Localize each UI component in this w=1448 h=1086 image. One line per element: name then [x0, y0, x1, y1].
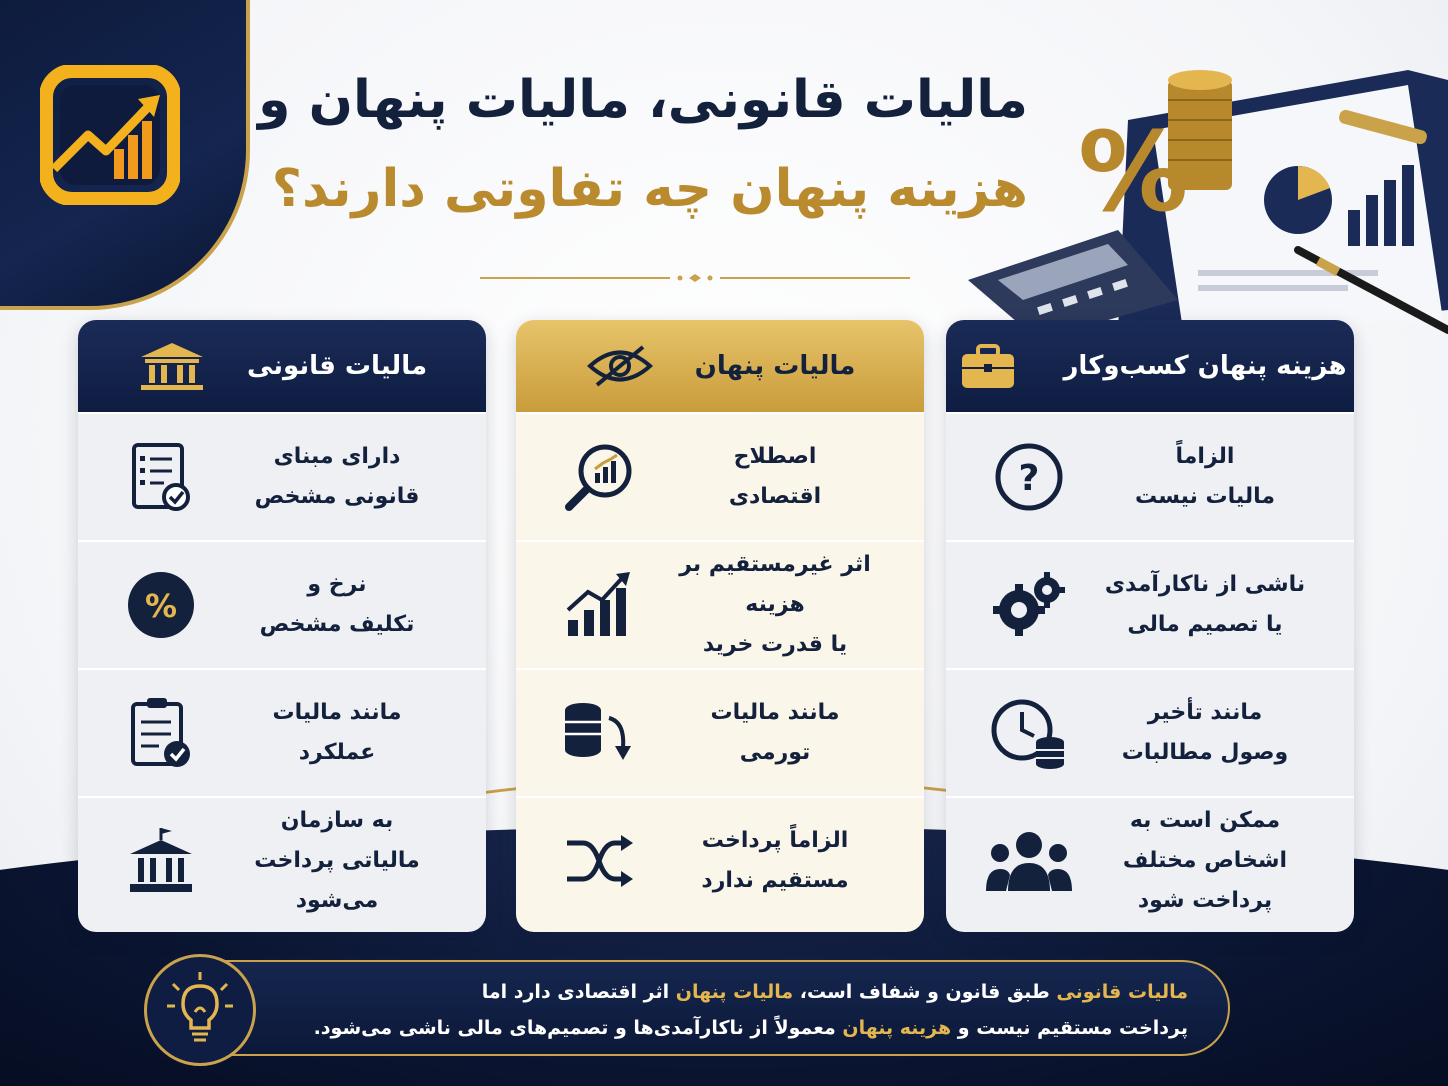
row-line: مانند تأخیر	[1147, 700, 1263, 725]
eye-slash-icon	[585, 339, 655, 393]
row-line: اشخاص مختلف	[1122, 848, 1288, 873]
clock-coins-icon	[974, 688, 1084, 778]
summary-fragment: اثر اقتصادی دارد اما	[481, 981, 676, 1003]
hidden-tax-row	[516, 668, 924, 796]
hidden-cost-row	[946, 540, 1354, 668]
hidden-tax-row	[516, 796, 924, 924]
summary-text	[272, 974, 1188, 1046]
brand-logo-icon	[40, 65, 180, 205]
highlight-hidden-cost: هزینه پنهان	[842, 1017, 952, 1039]
row-line: دارای مبنای	[273, 444, 401, 469]
legal-tax-header-label: مالیات قانونی	[246, 351, 428, 381]
legal-tax-column	[78, 320, 486, 932]
briefcase-icon	[953, 339, 1023, 393]
magnifier-chart-icon	[544, 432, 654, 522]
hidden-cost-header	[946, 320, 1354, 412]
summary-fragment: معمولاً از ناکارآمدی‌ها و تصمیم‌های مالی ناشی می‌شود.	[313, 1017, 843, 1039]
highlight-legal-tax: مالیات قانونی	[1056, 981, 1188, 1003]
tax-office-building-icon	[106, 816, 216, 906]
percent-circle-icon	[106, 560, 216, 650]
row-line: مستقیم ندارد	[701, 868, 849, 893]
clipboard-check-icon	[106, 688, 216, 778]
row-line: اثر غیرمستقیم بر هزینه	[679, 552, 871, 617]
legal-tax-header	[78, 320, 486, 412]
row-line: عملکرد	[298, 740, 376, 765]
summary-fragment: پرداخت مستقیم نیست و	[951, 1017, 1188, 1039]
lightbulb-icon	[144, 954, 256, 1066]
people-group-icon	[974, 816, 1084, 906]
hidden-tax-row	[516, 412, 924, 540]
hidden-cost-row	[946, 668, 1354, 796]
row-line: تکلیف مشخص	[259, 612, 415, 637]
question-circle-icon	[974, 432, 1084, 522]
summary-line-2	[272, 1010, 1188, 1046]
legal-tax-row	[78, 540, 486, 668]
ornamental-divider	[480, 274, 910, 282]
hidden-cost-header-label: هزینه پنهان کسب‌وکار	[1063, 351, 1347, 381]
row-line: پرداخت شود	[1137, 888, 1273, 913]
legal-tax-row	[78, 796, 486, 924]
hidden-tax-header-label: مالیات پنهان	[694, 351, 856, 381]
legal-tax-row	[78, 412, 486, 540]
row-line: مانند مالیات	[710, 700, 840, 725]
svg-text:%: %	[144, 587, 178, 625]
row-line: یا تصمیم مالی	[1127, 612, 1283, 637]
row-line: ناشی از ناکارآمدی	[1104, 572, 1306, 597]
title-line-1: مالیات قانونی، مالیات پنهان و	[258, 70, 1028, 130]
hidden-cost-column	[946, 320, 1354, 932]
row-line: اقتصادی	[728, 484, 822, 509]
shuffle-arrows-icon	[544, 816, 654, 906]
row-line: مالیاتی پرداخت می‌شود	[254, 848, 420, 913]
coins-down-arrow-icon	[544, 688, 654, 778]
hidden-tax-header	[516, 320, 924, 412]
row-line: وصول مطالبات	[1121, 740, 1289, 765]
row-line: یا قدرت خرید	[702, 632, 848, 657]
hidden-cost-row	[946, 412, 1354, 540]
finance-desk-illustration	[968, 60, 1448, 340]
summary-line-1	[272, 974, 1188, 1010]
row-line: اصطلاح	[733, 444, 817, 469]
hidden-cost-row	[946, 796, 1354, 924]
row-line: ممکن است به	[1129, 808, 1281, 833]
summary-banner	[150, 960, 1230, 1056]
hidden-tax-row	[516, 540, 924, 668]
row-line: الزاماً پرداخت	[701, 828, 849, 853]
hidden-tax-column	[516, 320, 924, 932]
row-line: تورمی	[739, 740, 811, 765]
legal-tax-row	[78, 668, 486, 796]
gears-icon	[974, 560, 1084, 650]
highlight-hidden-tax: مالیات پنهان	[675, 981, 794, 1003]
title-line-2: هزینه پنهان چه تفاوتی دارند؟	[271, 159, 1028, 219]
row-line: الزاماً	[1175, 444, 1235, 469]
svg-text:%: %	[1078, 108, 1189, 236]
svg-text:?: ?	[1018, 458, 1040, 499]
row-line: مالیات نیست	[1134, 484, 1276, 509]
page-title	[228, 68, 1028, 224]
row-line: قانونی مشخص	[254, 484, 420, 509]
government-building-icon	[137, 339, 207, 393]
row-line: نرخ و	[307, 572, 367, 597]
row-line: مانند مالیات	[272, 700, 402, 725]
checklist-document-icon	[106, 432, 216, 522]
summary-fragment: طبق قانون و شفاف است،	[793, 981, 1057, 1003]
row-line: به سازمان	[280, 808, 394, 833]
rising-bar-chart-icon	[544, 560, 654, 650]
